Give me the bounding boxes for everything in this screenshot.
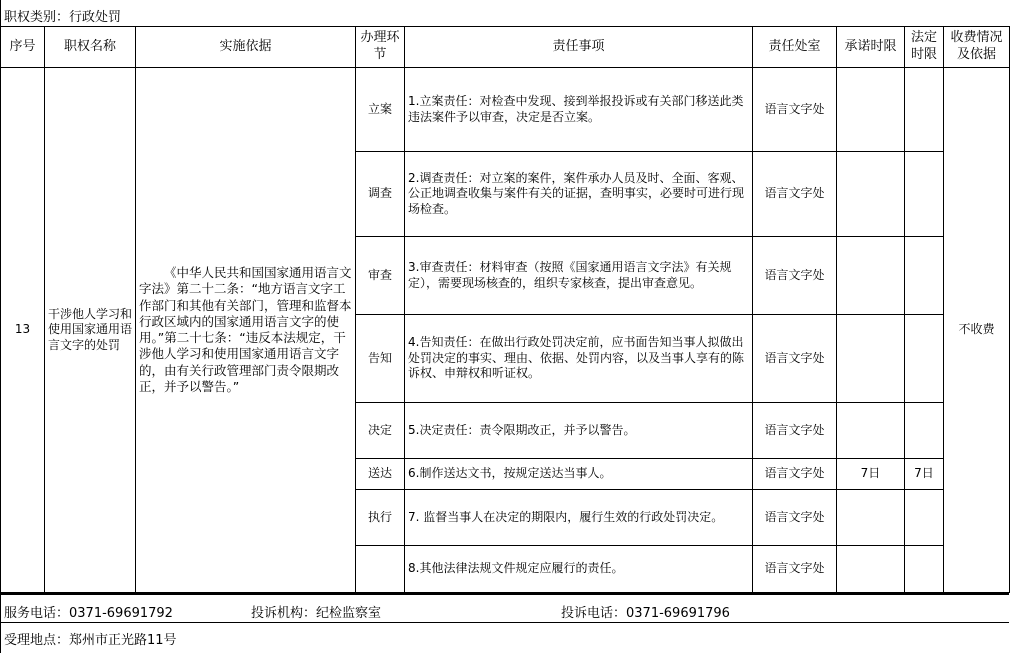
complaint-phone: 投诉电话：0371-69691796: [561, 606, 730, 621]
header-duty: 责任事项: [405, 27, 753, 68]
duty-cell: 4.告知责任：在做出行政处罚决定前，应书面告知当事人拟做出处罚决定的事实、理由、依据、处罚内容，以及当事人享有的陈诉权、申辩权和听证权。: [405, 315, 753, 403]
promise-cell: 7日: [837, 459, 905, 490]
legal-cell: 7日: [905, 459, 944, 490]
duty-cell: 6.制作送达文书，按规定送达当事人。: [405, 459, 753, 490]
record-basis: 《中华人民共和国国家通用语言文字法》第二十二条：“地方语言文字工作部门和其他有关部门，管理和监督本行政区域内的国家通用语言文字的使用。”第二十七条：“违反本法规定，干涉他人学习和使用国家通用语言文字的，由有关行政管理部门责令限期改正，并予以警告。”: [136, 68, 356, 593]
record-fee: 不收费: [944, 68, 1010, 593]
duty-cell: 2.调查责任：对立案的案件，案件承办人员及时、全面、客观、公正地调查收集与案件有关的证据，查明事实，必要时可进行现场检查。: [405, 152, 753, 237]
promise-cell: [837, 152, 905, 237]
category-value: 行政处罚: [69, 10, 122, 25]
record-seq: 13: [1, 68, 45, 593]
category-label: 职权类别：: [4, 10, 70, 25]
stage-cell: 决定: [356, 403, 405, 459]
category-line: [4, 6, 121, 25]
header-promise: 承诺时限: [837, 27, 905, 68]
promise-cell: [837, 490, 905, 546]
dept-cell: 语言文字处: [753, 315, 837, 403]
header-basis: 实施依据: [136, 27, 356, 68]
service-phone: 服务电话：0371-69691792: [4, 606, 173, 621]
duty-cell: 8.其他法律法规文件规定应履行的责任。: [405, 546, 753, 593]
dept-cell: 语言文字处: [753, 237, 837, 315]
address: 受理地点：郑州市正光路11号: [4, 633, 177, 648]
promise-cell: [837, 237, 905, 315]
header-legal: 法定时限: [905, 27, 944, 68]
duty-cell: 7. 监督当事人在决定的期限内，履行生效的行政处罚决定。: [405, 490, 753, 546]
complaint-org: 投诉机构：纪检监察室: [251, 606, 382, 621]
stage-cell: 立案: [356, 68, 405, 152]
stage-cell: [356, 546, 405, 593]
duty-cell: 1.立案责任：对检查中发现、接到举报投诉或有关部门移送此类违法案件予以审查，决定是否立案。: [405, 68, 753, 152]
header-row: [1, 27, 1010, 68]
header-dept: 责任处室: [753, 27, 837, 68]
header-seq: 序号: [1, 27, 45, 68]
legal-cell: [905, 546, 944, 593]
category-bar: [0, 0, 1011, 26]
legal-cell: [905, 403, 944, 459]
promise-cell: [837, 546, 905, 593]
duty-cell: 3.审查责任：材料审查（按照《国家通用语言文字法》有关规定），需要现场核查的，组织专家核查，提出审查意见。: [405, 237, 753, 315]
dept-cell: 语言文字处: [753, 546, 837, 593]
dept-cell: 语言文字处: [753, 490, 837, 546]
address-bar: [0, 621, 1011, 653]
power-table: [0, 26, 1010, 593]
stage-cell: 送达: [356, 459, 405, 490]
duty-cell: 5.决定责任：责令限期改正，并予以警告。: [405, 403, 753, 459]
table-row: [1, 68, 1010, 152]
dept-cell: 语言文字处: [753, 459, 837, 490]
header-stage: 办理环节: [356, 27, 405, 68]
dept-cell: 语言文字处: [753, 152, 837, 237]
stage-cell: 执行: [356, 490, 405, 546]
stage-cell: 调查: [356, 152, 405, 237]
header-name: 职权名称: [45, 27, 136, 68]
stage-cell: 告知: [356, 315, 405, 403]
promise-cell: [837, 315, 905, 403]
contact-bar: [0, 593, 1009, 623]
legal-cell: [905, 315, 944, 403]
legal-cell: [905, 237, 944, 315]
dept-cell: 语言文字处: [753, 403, 837, 459]
header-fee: 收费情况及依据: [944, 27, 1010, 68]
dept-cell: 语言文字处: [753, 68, 837, 152]
promise-cell: [837, 403, 905, 459]
legal-cell: [905, 152, 944, 237]
legal-cell: [905, 490, 944, 546]
stage-cell: 审查: [356, 237, 405, 315]
promise-cell: [837, 68, 905, 152]
record-name: 干涉他人学习和使用国家通用语言文字的处罚: [45, 68, 136, 593]
legal-cell: [905, 68, 944, 152]
